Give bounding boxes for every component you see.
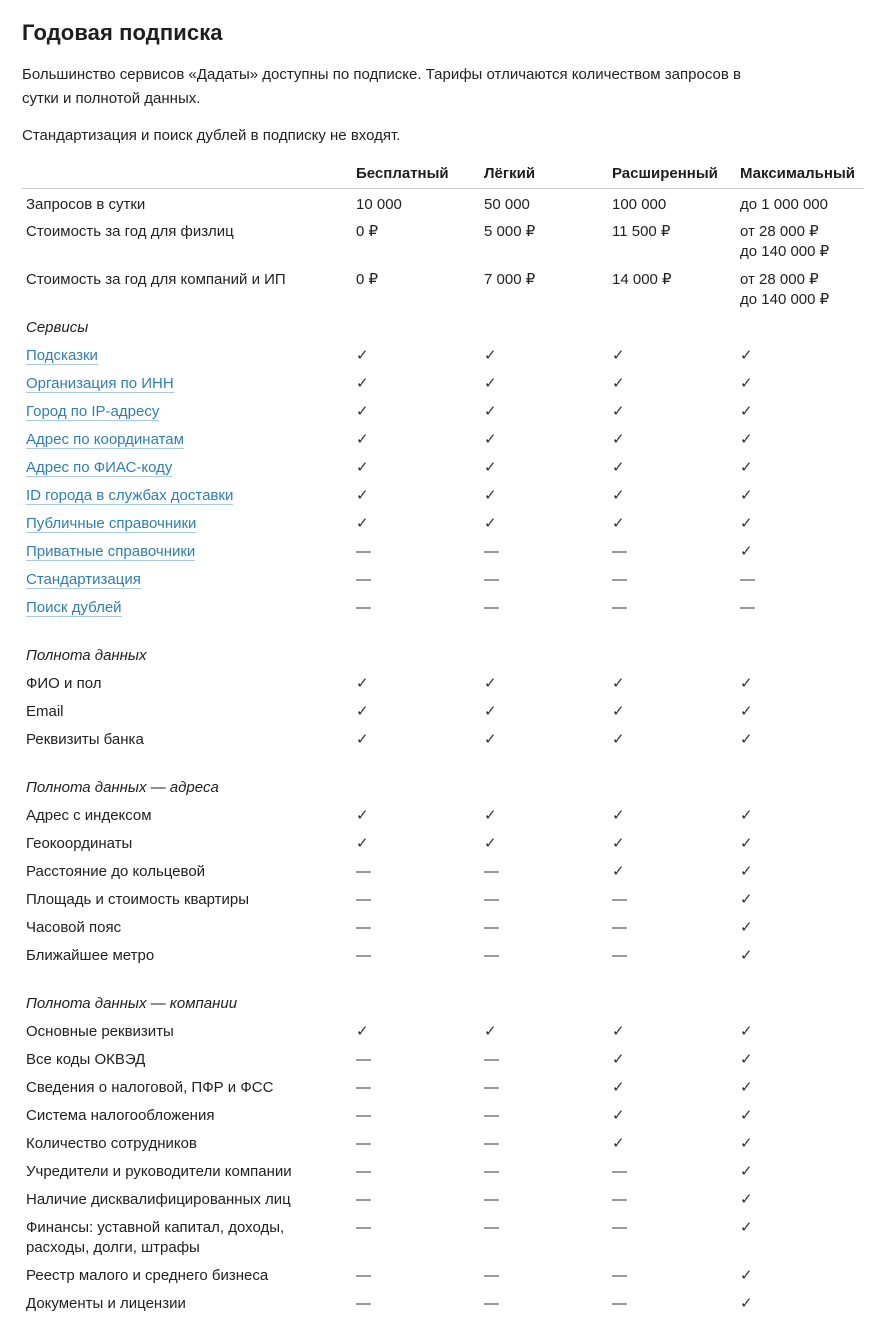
service-link[interactable]: Публичные справочники <box>26 515 197 532</box>
table-row <box>22 726 864 754</box>
check-icon: ✓ <box>740 459 753 476</box>
check-icon: ✓ <box>484 431 497 448</box>
page-title: Годовая подписка <box>22 20 223 45</box>
service-link[interactable]: Адрес по ФИАС-коду <box>26 459 173 476</box>
table-row <box>22 698 864 726</box>
dash-icon: — <box>612 1267 627 1284</box>
row-label: Запросов в сутки <box>26 195 146 213</box>
dash-icon: — <box>484 599 499 616</box>
table-row <box>22 538 864 566</box>
check-icon: ✓ <box>356 1023 369 1040</box>
table-row <box>22 482 864 510</box>
dash-icon: — <box>484 1079 499 1096</box>
table-row <box>22 942 864 970</box>
check-icon: ✓ <box>740 403 753 420</box>
table-header-row <box>22 160 864 188</box>
table-row <box>22 1130 864 1158</box>
table-row <box>22 594 864 622</box>
check-icon: ✓ <box>612 1079 625 1096</box>
dash-icon: — <box>612 947 627 964</box>
row-label: Документы и лицензии <box>26 1295 186 1312</box>
dash-icon: — <box>484 863 499 880</box>
section-title: Сервисы <box>26 319 89 336</box>
row-label: Ближайшее метро <box>26 947 155 964</box>
dash-icon: — <box>484 1135 499 1152</box>
dash-icon: — <box>740 571 755 588</box>
table-row <box>22 370 864 398</box>
table-body <box>22 188 864 1318</box>
dash-icon: — <box>356 599 371 616</box>
check-icon: ✓ <box>740 1023 753 1040</box>
check-icon: ✓ <box>740 835 753 852</box>
table-row <box>22 1214 864 1262</box>
row-label: Реквизиты банка <box>26 731 144 748</box>
check-icon: ✓ <box>740 431 753 448</box>
check-icon: ✓ <box>356 807 369 824</box>
pricing-table <box>22 160 864 1318</box>
cell-value: 7 000 ₽ <box>484 271 536 288</box>
dash-icon: — <box>484 1163 499 1180</box>
check-icon: ✓ <box>612 459 625 476</box>
check-icon: ✓ <box>484 703 497 720</box>
row-label: Реестр малого и среднего бизнеса <box>26 1267 269 1284</box>
row-label: Стоимость за год для физлиц <box>26 223 234 240</box>
section-title: Полнота данных <box>26 647 147 664</box>
cell-value: 0 ₽ <box>356 271 379 288</box>
table-row <box>22 670 864 698</box>
row-label <box>22 510 356 538</box>
section-row <box>22 754 864 802</box>
intro-text: Большинство сервисов «Дадаты» доступны по подписке. Тарифы отличаются количеством запросов в сутки и полнотой данных. <box>22 66 741 107</box>
row-label: Наличие дисквалифицированных лиц <box>26 1191 291 1208</box>
check-icon: ✓ <box>740 703 753 720</box>
table-row <box>22 1046 864 1074</box>
check-icon: ✓ <box>612 515 625 532</box>
service-link[interactable]: Подсказки <box>26 347 98 364</box>
check-icon: ✓ <box>740 731 753 748</box>
cell-value <box>740 266 864 314</box>
check-icon: ✓ <box>484 1023 497 1040</box>
header-max: Максимальный <box>740 160 864 188</box>
row-label <box>22 566 356 594</box>
cell-value: 10 000 <box>356 195 402 213</box>
table-row <box>22 510 864 538</box>
table-row <box>22 886 864 914</box>
row-label: Все коды ОКВЭД <box>26 1051 146 1068</box>
dash-icon: — <box>356 1267 371 1284</box>
row-label: Стоимость за год для компаний и ИП <box>26 271 286 288</box>
note-text: Стандартизация и поиск дублей в подписку не входят. <box>22 127 401 144</box>
check-icon: ✓ <box>612 431 625 448</box>
dash-icon: — <box>356 543 371 560</box>
check-icon: ✓ <box>612 703 625 720</box>
dash-icon: — <box>356 947 371 964</box>
dash-icon: — <box>484 891 499 908</box>
dash-icon: — <box>484 1219 499 1236</box>
table-row <box>22 1186 864 1214</box>
cell-line: до 140 000 ₽ <box>740 243 830 260</box>
dash-icon: — <box>612 571 627 588</box>
check-icon: ✓ <box>356 431 369 448</box>
check-icon: ✓ <box>612 487 625 504</box>
row-label-line: Финансы: уставной капитал, доходы, <box>26 1219 285 1236</box>
cell-value: 5 000 ₽ <box>484 223 536 240</box>
row-label: Расстояние до кольцевой <box>26 863 206 880</box>
dash-icon: — <box>612 1191 627 1208</box>
cell-line: до 140 000 ₽ <box>740 291 830 308</box>
row-label: Часовой пояс <box>26 919 122 936</box>
check-icon: ✓ <box>740 675 753 692</box>
dash-icon: — <box>484 947 499 964</box>
row-label: ФИО и пол <box>26 675 102 692</box>
check-icon: ✓ <box>484 675 497 692</box>
table-row <box>22 218 864 266</box>
dash-icon: — <box>356 1219 371 1236</box>
table-row <box>22 188 864 218</box>
dash-icon: — <box>484 1295 499 1312</box>
section-title: Полнота данных — компании <box>26 995 238 1012</box>
row-label <box>22 370 356 398</box>
check-icon: ✓ <box>612 1107 625 1124</box>
check-icon: ✓ <box>612 347 625 364</box>
table-row <box>22 454 864 482</box>
check-icon: ✓ <box>740 1135 753 1152</box>
table-row <box>22 802 864 830</box>
check-icon: ✓ <box>484 487 497 504</box>
check-icon: ✓ <box>740 863 753 880</box>
check-icon: ✓ <box>740 1107 753 1124</box>
table-row <box>22 1074 864 1102</box>
check-icon: ✓ <box>740 347 753 364</box>
check-icon: ✓ <box>356 675 369 692</box>
check-icon: ✓ <box>740 1295 753 1312</box>
cell-value: 0 ₽ <box>356 223 379 240</box>
row-label: Количество сотрудников <box>26 1135 197 1152</box>
row-label <box>22 398 356 426</box>
check-icon: ✓ <box>740 919 753 936</box>
dash-icon: — <box>356 1079 371 1096</box>
section-title: Полнота данных — адреса <box>26 779 219 796</box>
dash-icon: — <box>612 891 627 908</box>
check-icon: ✓ <box>356 487 369 504</box>
check-icon: ✓ <box>484 807 497 824</box>
check-icon: ✓ <box>740 1219 753 1236</box>
dash-icon: — <box>484 1267 499 1284</box>
dash-icon: — <box>612 543 627 560</box>
dash-icon: — <box>356 891 371 908</box>
dash-icon: — <box>612 599 627 616</box>
row-label <box>22 342 356 370</box>
check-icon: ✓ <box>484 375 497 392</box>
dash-icon: — <box>612 919 627 936</box>
check-icon: ✓ <box>612 1023 625 1040</box>
service-link[interactable]: Стандартизация <box>26 571 141 588</box>
check-icon: ✓ <box>356 403 369 420</box>
row-label: Сведения о налоговой, ПФР и ФСС <box>26 1079 274 1096</box>
cell-value: до 1 000 000 <box>740 195 828 213</box>
dash-icon: — <box>356 1051 371 1068</box>
check-icon: ✓ <box>356 459 369 476</box>
cell-value: 11 500 ₽ <box>612 223 671 240</box>
check-icon: ✓ <box>612 807 625 824</box>
header-empty <box>22 160 356 188</box>
table-row <box>22 1262 864 1290</box>
row-label <box>22 426 356 454</box>
dash-icon: — <box>484 1191 499 1208</box>
check-icon: ✓ <box>740 543 753 560</box>
dash-icon: — <box>484 919 499 936</box>
check-icon: ✓ <box>356 347 369 364</box>
row-label: Учредители и руководители компании <box>26 1163 292 1180</box>
dash-icon: — <box>356 1135 371 1152</box>
check-icon: ✓ <box>612 375 625 392</box>
cell-line: от 28 000 ₽ <box>740 223 819 240</box>
service-link[interactable]: Адрес по координатам <box>26 431 184 448</box>
check-icon: ✓ <box>612 1135 625 1152</box>
dash-icon: — <box>612 1219 627 1236</box>
dash-icon: — <box>356 1191 371 1208</box>
table-row <box>22 398 864 426</box>
dash-icon: — <box>356 1163 371 1180</box>
cell-value <box>740 218 864 266</box>
check-icon: ✓ <box>484 835 497 852</box>
table-row <box>22 1158 864 1186</box>
dash-icon: — <box>484 543 499 560</box>
service-link[interactable]: Поиск дублей <box>26 599 122 616</box>
dash-icon: — <box>740 599 755 616</box>
check-icon: ✓ <box>612 835 625 852</box>
check-icon: ✓ <box>612 863 625 880</box>
row-label <box>22 1214 356 1262</box>
cell-value: 14 000 ₽ <box>612 271 672 288</box>
service-link[interactable]: ID города в службах доставки <box>26 487 234 504</box>
table-row <box>22 1290 864 1318</box>
table-row <box>22 830 864 858</box>
header-extended: Расширенный <box>612 160 740 188</box>
table-row <box>22 1102 864 1130</box>
dash-icon: — <box>356 571 371 588</box>
section-row <box>22 622 864 670</box>
service-link[interactable]: Приватные справочники <box>26 543 196 560</box>
cell-value: 50 000 <box>484 195 530 213</box>
row-label <box>22 594 356 622</box>
dash-icon: — <box>484 571 499 588</box>
check-icon: ✓ <box>740 375 753 392</box>
dash-icon: — <box>356 1295 371 1312</box>
row-label: Площадь и стоимость квартиры <box>26 891 250 908</box>
check-icon: ✓ <box>484 403 497 420</box>
row-label <box>22 538 356 566</box>
table-row <box>22 342 864 370</box>
dash-icon: — <box>484 1051 499 1068</box>
table-row <box>22 914 864 942</box>
check-icon: ✓ <box>484 515 497 532</box>
check-icon: ✓ <box>740 807 753 824</box>
check-icon: ✓ <box>740 1051 753 1068</box>
dash-icon: — <box>484 1107 499 1124</box>
check-icon: ✓ <box>612 731 625 748</box>
check-icon: ✓ <box>740 1191 753 1208</box>
check-icon: ✓ <box>740 891 753 908</box>
row-label: Адрес с индексом <box>26 807 152 824</box>
service-link[interactable]: Город по IP-адресу <box>26 403 160 420</box>
row-label-line: расходы, долги, штрафы <box>26 1239 200 1256</box>
table-row <box>22 858 864 886</box>
check-icon: ✓ <box>484 459 497 476</box>
row-label: Геокоординаты <box>26 835 133 852</box>
dash-icon: — <box>612 1163 627 1180</box>
check-icon: ✓ <box>612 675 625 692</box>
check-icon: ✓ <box>740 1079 753 1096</box>
table-row <box>22 266 864 314</box>
check-icon: ✓ <box>740 487 753 504</box>
table-row <box>22 566 864 594</box>
cell-value: 100 000 <box>612 195 667 213</box>
check-icon: ✓ <box>356 835 369 852</box>
header-light: Лёгкий <box>484 160 612 188</box>
check-icon: ✓ <box>356 731 369 748</box>
check-icon: ✓ <box>740 1267 753 1284</box>
table-row <box>22 426 864 454</box>
row-label: Email <box>26 703 64 720</box>
cell-line: от 28 000 ₽ <box>740 271 819 288</box>
check-icon: ✓ <box>484 347 497 364</box>
check-icon: ✓ <box>740 947 753 964</box>
check-icon: ✓ <box>356 703 369 720</box>
table-row <box>22 1018 864 1046</box>
section-row <box>22 970 864 1018</box>
service-link[interactable]: Организация по ИНН <box>26 375 174 392</box>
check-icon: ✓ <box>484 731 497 748</box>
dash-icon: — <box>356 1107 371 1124</box>
check-icon: ✓ <box>612 1051 625 1068</box>
check-icon: ✓ <box>612 403 625 420</box>
dash-icon: — <box>356 863 371 880</box>
row-label: Основные реквизиты <box>26 1023 174 1040</box>
row-label <box>22 482 356 510</box>
dash-icon: — <box>612 1295 627 1312</box>
check-icon: ✓ <box>740 1163 753 1180</box>
check-icon: ✓ <box>740 515 753 532</box>
check-icon: ✓ <box>356 515 369 532</box>
dash-icon: — <box>356 919 371 936</box>
row-label: Система налогообложения <box>26 1107 215 1124</box>
check-icon: ✓ <box>356 375 369 392</box>
header-free: Бесплатный <box>356 160 484 188</box>
section-row <box>22 314 864 342</box>
row-label <box>22 454 356 482</box>
